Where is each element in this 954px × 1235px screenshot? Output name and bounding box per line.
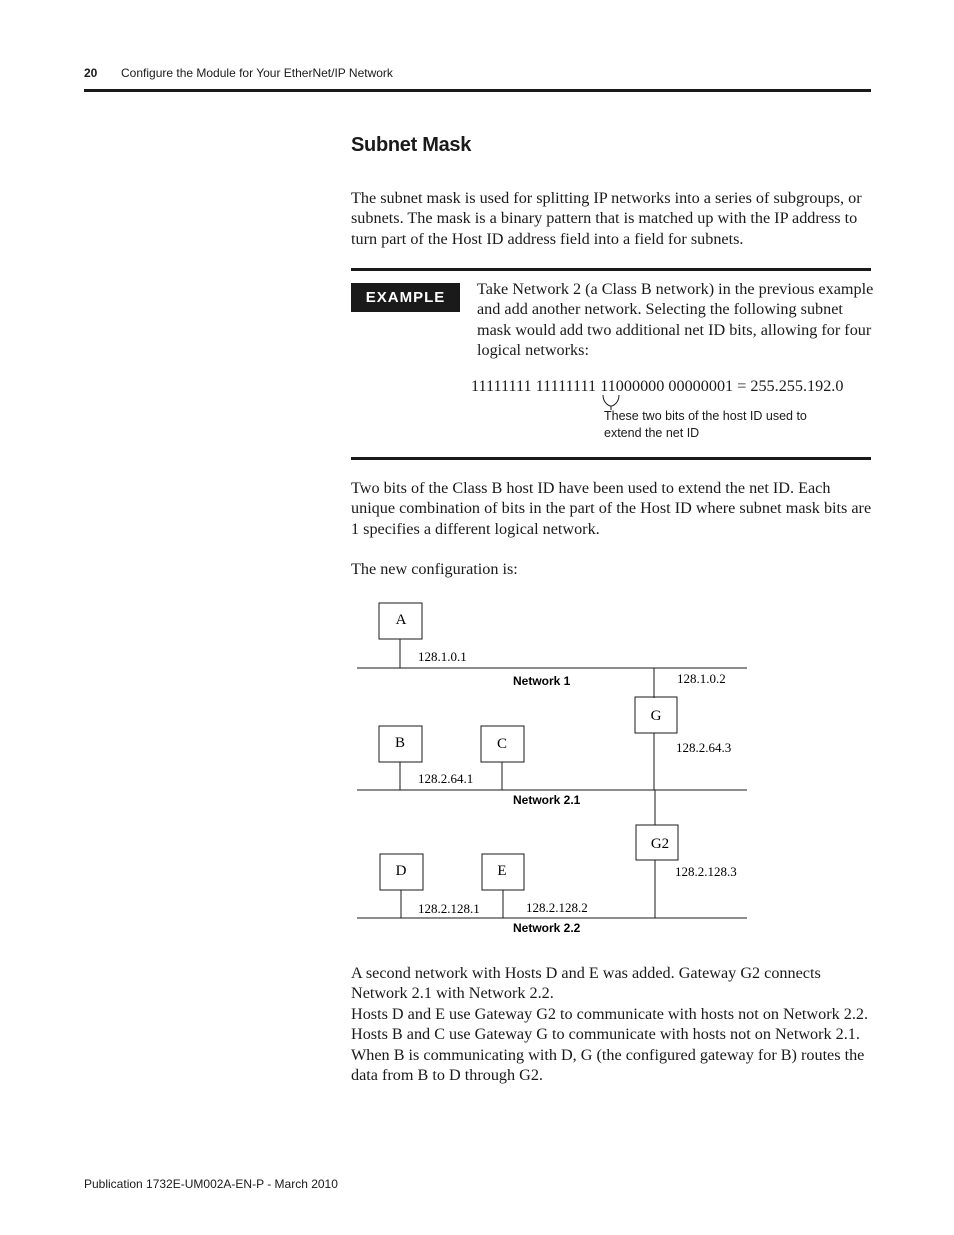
publication-footer: Publication 1732E-UM002A-EN-P - March 2010	[84, 1177, 338, 1191]
ip-gateway-g-net21: 128.2.64.3	[676, 740, 732, 755]
closing-line-1: A second network with Hosts D and E was added. Gateway G2 connects Network 2.1 with Network 2.2.	[351, 964, 821, 1003]
example-bottom-rule	[351, 457, 871, 460]
config-intro-text: The new configuration is:	[351, 560, 518, 578]
closing-line-3: Hosts B and C use Gateway G to communicate with hosts not on Network 2.1.	[351, 1025, 860, 1044]
network-2-2-label: Network 2.2	[513, 921, 581, 935]
ip-host-a: 128.1.0.1	[418, 649, 467, 664]
ip-host-e: 128.2.128.2	[526, 900, 588, 915]
example-text: Take Network 2 (a Class B network) in the previous example and add another network. Selecting the following subnet mask would add two additional net ID bits, allowing for four logical networks:	[477, 280, 874, 360]
host-b-label: B	[394, 735, 406, 751]
binary-highlight-bits: 11	[600, 377, 616, 395]
gateway-g-label: G	[650, 708, 662, 724]
host-c-label: C	[496, 736, 508, 752]
ip-host-b: 128.2.64.1	[418, 771, 474, 786]
section-heading: Subnet Mask	[351, 134, 472, 156]
page-number: 20	[84, 66, 98, 80]
subnet-mask-binary	[471, 377, 843, 396]
ip-gateway-g-net1: 128.1.0.2	[677, 671, 726, 686]
host-d-label: D	[395, 863, 407, 879]
intro-paragraph	[351, 188, 873, 249]
ip-host-d: 128.2.128.1	[418, 901, 480, 916]
header-rule	[84, 89, 871, 92]
bits-callout: These two bits of the host ID used to extend the net ID	[604, 409, 807, 440]
after-example-paragraph	[351, 478, 873, 539]
config-intro-paragraph	[351, 559, 873, 579]
example-top-rule	[351, 268, 871, 271]
closing-line-2: Hosts D and E use Gateway G2 to communicate with hosts not on Network 2.2.	[351, 1004, 869, 1023]
network-diagram	[340, 595, 760, 945]
binary-prefix: 11111111 11111111	[471, 377, 601, 395]
gateway-g2-label: G2	[650, 836, 670, 852]
intro-text: The subnet mask is used for splitting IP networks into a series of subgroups, or subnets. The mask is a binary pattern that is matched up with the IP address to turn part of the Host ID address field into a field for subnets.	[351, 189, 862, 248]
network-2-1-label: Network 2.1	[513, 793, 581, 807]
binary-suffix: 000000 00000001 = 255.255.192.0	[615, 377, 844, 395]
chapter-title: Configure the Module for Your EtherNet/IP Network	[121, 66, 393, 80]
closing-paragraphs	[351, 963, 873, 1085]
ip-gateway-g2-net21: 128.2.128.3	[675, 864, 737, 879]
closing-line-4: When B is communicating with D, G (the configured gateway for B) routes the data from B to D through G2.	[351, 1045, 865, 1085]
network-1-label: Network 1	[513, 674, 571, 688]
example-badge: EXAMPLE	[351, 283, 460, 312]
host-a-label: A	[395, 612, 407, 628]
host-e-label: E	[497, 863, 507, 879]
after-example-text: Two bits of the Class B host ID have been used to extend the net ID. Each unique combination of bits in the part of the Host ID where subnet mask bits are 1 specifies a different logical network.	[351, 479, 872, 538]
